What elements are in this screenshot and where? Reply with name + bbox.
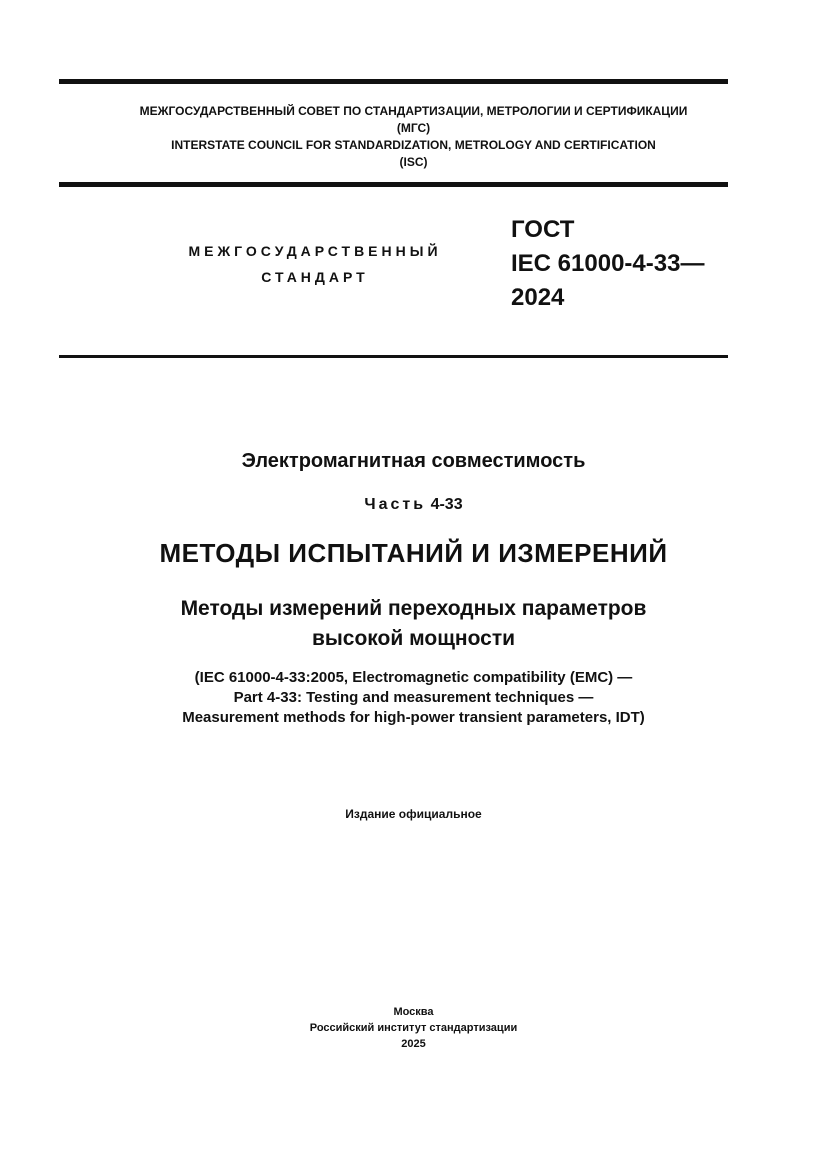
subtitle-line1: Методы измерений переходных параметров xyxy=(180,597,647,620)
designation-line2: IEC 61000-4-33— xyxy=(511,250,705,277)
standard-designation xyxy=(511,213,704,315)
publisher-year: 2025 xyxy=(401,1038,426,1050)
iec-reference-line2: Part 4-33: Testing and measurement techniques — xyxy=(233,689,594,706)
council-block xyxy=(0,103,827,171)
standard-type xyxy=(150,238,480,290)
council-abbr-en: (ISC) xyxy=(399,155,428,169)
council-abbr-ru: (МГС) xyxy=(396,121,431,135)
header-bottom-rule xyxy=(59,355,728,358)
part-label: Часть xyxy=(364,496,427,513)
publisher-block xyxy=(0,1004,827,1052)
council-name-en: INTERSTATE COUNCIL FOR STANDARDIZATION, METROLOGY AND CERTIFICATION xyxy=(171,138,656,152)
designation-line3: 2024 xyxy=(511,284,565,311)
publisher-name: Российский институт стандартизации xyxy=(309,1022,518,1034)
iec-reference-line1: (IEC 61000-4-33:2005, Electromagnetic compatibility (EMC) — xyxy=(194,669,633,686)
iec-reference xyxy=(0,668,827,728)
document-title: Электромагнитная совместимость xyxy=(241,450,586,472)
subtitle-line2: высокой мощности xyxy=(311,627,516,650)
part-number: 4-33 xyxy=(430,496,463,513)
top-rule xyxy=(59,79,728,84)
iec-reference-line3: Measurement methods for high-power transient parameters, IDT) xyxy=(182,709,645,726)
subtitle xyxy=(0,594,827,654)
standard-type-line1: МЕЖГОСУДАРСТВЕННЫЙ xyxy=(188,243,442,259)
section-title: МЕТОДЫ ИСПЫТАНИЙ И ИЗМЕРЕНИЙ xyxy=(159,538,668,568)
publisher-city: Москва xyxy=(393,1006,434,1018)
designation-line1: ГОСТ xyxy=(511,216,575,243)
council-name-ru: МЕЖГОСУДАРСТВЕННЫЙ СОВЕТ ПО СТАНДАРТИЗАЦИИ, МЕТРОЛОГИИ И СЕРТИФИКАЦИИ xyxy=(139,104,688,118)
council-rule xyxy=(59,182,728,187)
part-heading xyxy=(0,496,827,514)
standard-type-line2: СТАНДАРТ xyxy=(261,269,369,285)
edition-note: Издание официальное xyxy=(345,807,482,821)
